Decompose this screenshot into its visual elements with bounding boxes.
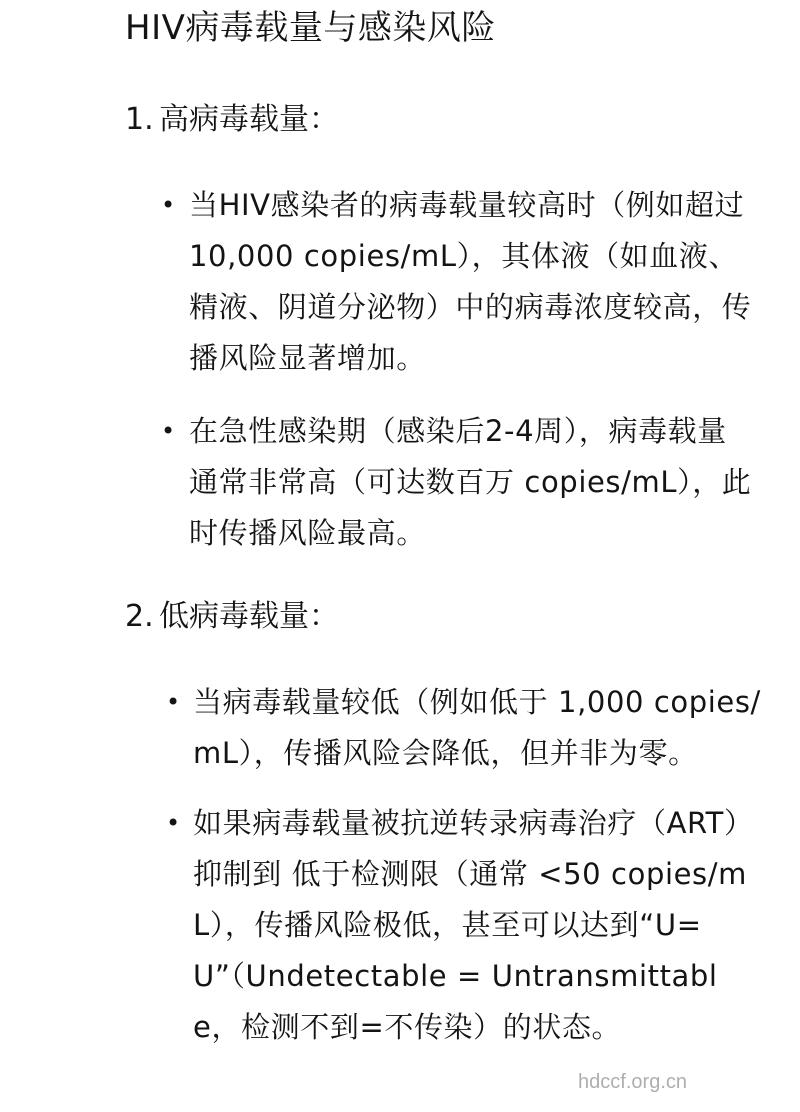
bullet-dot-icon: • [161, 417, 176, 445]
section-number: 1. [125, 102, 154, 137]
bullet-dot-icon: • [166, 688, 181, 716]
section-heading [125, 597, 765, 637]
list-item [161, 406, 753, 559]
section-heading-text: 低病毒载量： [159, 599, 339, 634]
watermark-text: hdccf.org.cn [578, 1071, 687, 1093]
page-title: HIV病毒载量与感染风险 [125, 8, 496, 48]
bullet-text: 在急性感染期（感染后2-4周），病毒载量通常非常高（可达数百万 copies/mL），此时传播风险最高。 [189, 414, 752, 550]
list-item [166, 798, 763, 1053]
bullet-text: 如果病毒载量被抗逆转录病毒治疗（ART）抑制到 低于检测限（通常 <50 copies/mL），传播风险极低，甚至可以达到“U=U”（Undetectable = Untransmittable，检测不到=不传染）的状态。 [193, 806, 754, 1044]
section-heading-text: 高病毒载量： [159, 102, 339, 137]
section-heading [125, 100, 765, 140]
list-item [161, 180, 753, 384]
bullet-dot-icon: • [166, 809, 181, 837]
bullet-text: 当HIV感染者的病毒载量较高时（例如超过 10,000 copies/mL），其体液（如血液、精液、阴道分泌物）中的病毒浓度较高，传播风险显著增加。 [189, 188, 752, 375]
section-low-viral-load [125, 597, 765, 1053]
list-item [166, 677, 763, 779]
bullet-list [125, 677, 765, 1053]
section-number: 2. [125, 599, 154, 634]
section-high-viral-load [125, 100, 765, 559]
bullet-dot-icon: • [161, 191, 176, 219]
bullet-list [125, 180, 765, 559]
bullet-text: 当病毒载量较低（例如低于 1,000 copies/mL），传播风险会降低，但并非为零。 [193, 685, 761, 770]
